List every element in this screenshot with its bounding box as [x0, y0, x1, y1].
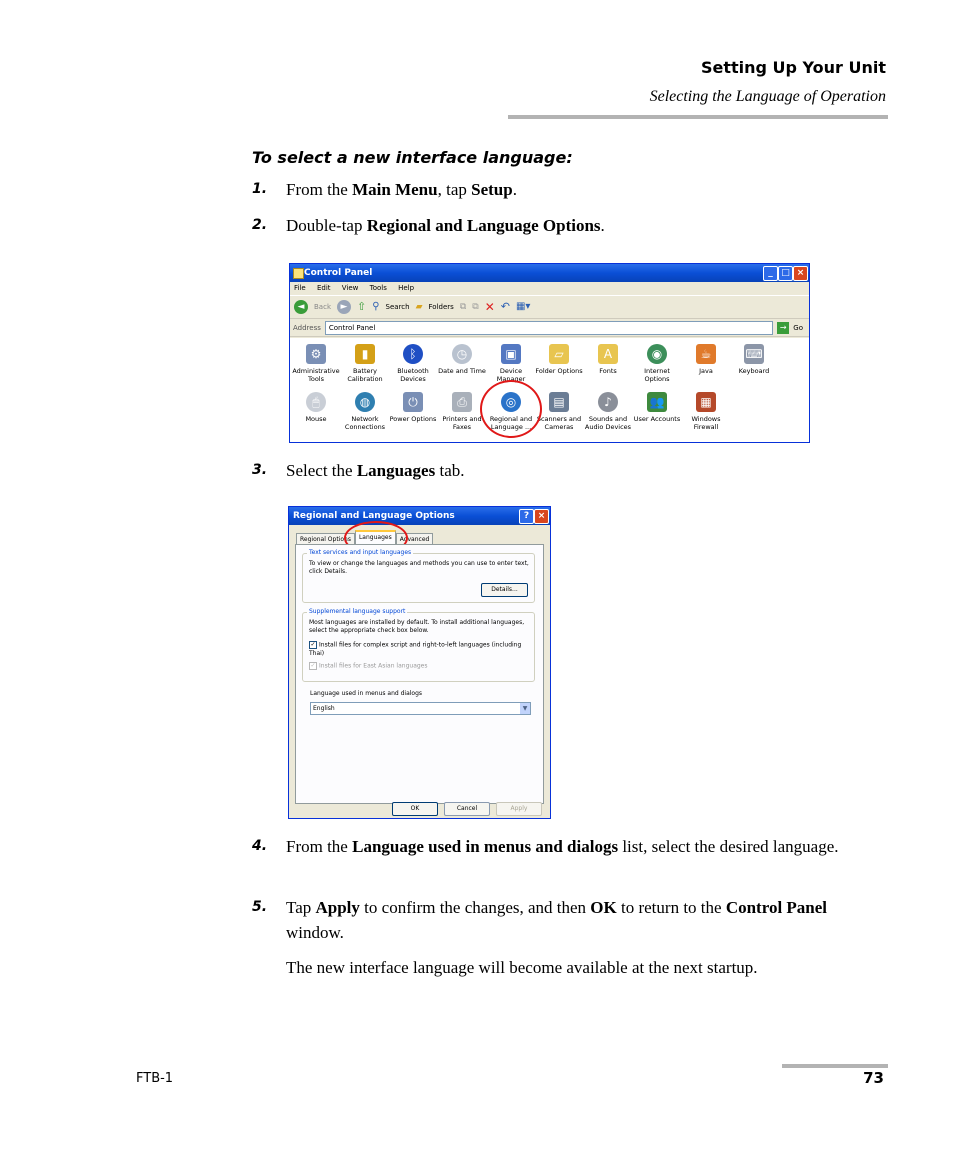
menu-help[interactable]: Help	[398, 284, 415, 292]
move-to-icon[interactable]: ⧉	[459, 302, 467, 312]
control-panel-window	[289, 263, 810, 443]
tab-languages[interactable]: Languages	[355, 530, 396, 545]
supplemental-title: Supplemental language support	[309, 608, 406, 615]
step-4: From the Language used in menus and dialogs list, select the desired language.	[286, 837, 839, 856]
maximize-icon[interactable]: □	[778, 266, 793, 281]
regional-language-dialog	[288, 506, 551, 819]
page-number: 73	[863, 1069, 884, 1087]
folders-icon: ▰	[415, 302, 423, 312]
address-bar	[290, 319, 809, 337]
speaker-icon: ♪	[598, 392, 618, 412]
menus-language-label: Language used in menus and dialogs	[310, 690, 423, 697]
undo-icon[interactable]: ↶	[500, 300, 510, 313]
internet-options-icon: ◉	[647, 344, 667, 364]
delete-icon[interactable]: ✕	[484, 300, 495, 314]
cp-item-keyboard[interactable]: ⌨ Keyboard	[730, 344, 778, 375]
text-services-title: Text services and input languages	[309, 549, 412, 556]
cp-item-date-and-time[interactable]: ◷ Date and Time	[438, 344, 486, 375]
administrative-tools-icon: ⚙	[306, 344, 326, 364]
control-panel-titlebar	[290, 264, 809, 282]
minimize-icon[interactable]: _	[763, 266, 778, 281]
folders-button[interactable]: Folders	[428, 303, 454, 311]
menu-edit[interactable]: Edit	[316, 284, 331, 292]
power-icon: ⏻	[403, 392, 423, 412]
supplemental-description: Most languages are installed by default. To install additional languages, select the appropriate check box below.	[309, 619, 525, 634]
search-icon: ⚲	[372, 301, 380, 312]
header-rule	[508, 115, 888, 119]
cp-item-power-options[interactable]: ⏻ Power Options	[389, 392, 437, 423]
tab-advanced[interactable]: Advanced	[396, 533, 434, 545]
control-panel-items	[290, 338, 809, 442]
network-icon: ◍	[355, 392, 375, 412]
cp-item-battery-calibration[interactable]: ▮ Battery Calibration	[341, 344, 389, 383]
cp-item-device-manager[interactable]: ▣ Device Manager	[487, 344, 535, 383]
dialog-close-icon[interactable]: ×	[534, 509, 549, 524]
step-2: Double-tap Regional and Language Options.	[286, 216, 605, 235]
up-folder-icon[interactable]: ⇧	[357, 300, 367, 313]
cp-item-user-accounts[interactable]: 👥 User Accounts	[633, 392, 681, 423]
control-panel-title: Control Panel	[304, 268, 373, 278]
cp-item-mouse[interactable]: 🖱 Mouse	[292, 392, 340, 423]
firewall-icon: ▦	[696, 392, 716, 412]
complex-script-label: Install files for complex script and right-to-left languages (including Thai)	[309, 641, 522, 657]
cp-item-scanners-and-cameras[interactable]: ▤ Scanners and Cameras	[535, 392, 583, 431]
device-manager-icon: ▣	[501, 344, 521, 364]
views-icon[interactable]: ▦▾	[515, 301, 531, 312]
highlight-circle	[480, 380, 542, 438]
user-accounts-icon: 👥	[647, 392, 667, 412]
copy-to-icon[interactable]: ⧉	[472, 302, 479, 312]
east-asian-checkbox: ✓	[310, 662, 316, 669]
java-icon: ☕	[696, 344, 716, 364]
complex-script-checkbox[interactable]: ✓	[310, 641, 316, 648]
details-button[interactable]: Details...	[481, 583, 528, 597]
go-arrow-icon[interactable]: →	[777, 322, 789, 334]
step-1: From the Main Menu, tap Setup.	[286, 180, 517, 199]
menus-language-select[interactable]	[310, 702, 531, 715]
footer-product: FTB-1	[136, 1071, 174, 1086]
footer-rule	[782, 1064, 888, 1068]
dialog-titlebar	[289, 507, 550, 525]
step-3-number: 3.	[252, 462, 268, 478]
complex-script-checkbox-row[interactable]	[309, 641, 529, 658]
cp-item-network-connections[interactable]: ◍ Network Connections	[341, 392, 389, 431]
step-5-number: 5.	[252, 899, 268, 915]
printer-icon: ⎙	[452, 392, 472, 412]
step-3: Select the Languages tab.	[286, 461, 465, 480]
folder-options-icon: ▱	[549, 344, 569, 364]
menu-view[interactable]: View	[341, 284, 359, 292]
east-asian-checkbox-row	[309, 662, 529, 671]
cp-item-fonts[interactable]: A Fonts	[584, 344, 632, 375]
supplemental-language-group	[302, 608, 535, 682]
menu-tools[interactable]: Tools	[369, 284, 387, 292]
cp-item-windows-firewall[interactable]: ▦ Windows Firewall	[682, 392, 730, 431]
running-header-subtitle: Selecting the Language of Operation	[649, 88, 886, 105]
battery-icon: ▮	[355, 344, 375, 364]
chevron-down-icon[interactable]: ▼	[520, 703, 530, 714]
address-value: Control Panel	[328, 323, 376, 332]
cp-item-administrative-tools[interactable]: ⚙ Administrative Tools	[292, 344, 340, 383]
address-input[interactable]	[325, 321, 773, 335]
cp-item-printers-and-faxes[interactable]: ⎙ Printers and Faxes	[438, 392, 486, 431]
globe-icon: ◎	[501, 392, 521, 412]
cancel-button[interactable]: Cancel	[444, 802, 490, 816]
tab-regional-options[interactable]: Regional Options	[296, 533, 355, 545]
languages-panel	[295, 544, 544, 804]
cp-item-folder-options[interactable]: ▱ Folder Options	[535, 344, 583, 375]
toolbar	[290, 296, 809, 319]
clock-icon: ◷	[452, 344, 472, 364]
search-button[interactable]: Search	[385, 303, 410, 311]
startup-note: The new interface language will become available at the next startup.	[286, 958, 758, 977]
step-1-number: 1.	[252, 181, 268, 197]
fonts-icon: A	[598, 344, 618, 364]
help-icon[interactable]: ?	[519, 509, 534, 524]
go-button[interactable]: Go	[793, 323, 803, 332]
procedure-title: To select a new interface language:	[252, 148, 573, 167]
text-services-description: To view or change the languages and methods you can use to enter text, click Details.	[309, 560, 529, 575]
cp-item-bluetooth-devices[interactable]: ᛒ Bluetooth Devices	[389, 344, 437, 383]
folder-icon	[293, 268, 304, 279]
address-label: Address	[293, 323, 321, 332]
running-header-title: Setting Up Your Unit	[700, 58, 886, 77]
close-icon[interactable]: ×	[793, 266, 808, 281]
back-button[interactable]: Back	[314, 303, 331, 311]
apply-button: Apply	[496, 802, 542, 816]
step-2-number: 2.	[252, 217, 268, 233]
forward-arrow-icon[interactable]: ►	[337, 300, 351, 314]
cp-item-java[interactable]: ☕ Java	[682, 344, 730, 375]
ok-button[interactable]: OK	[392, 802, 438, 816]
menu-file[interactable]: File	[294, 284, 306, 292]
bluetooth-icon: ᛒ	[403, 344, 423, 364]
step-4-number: 4.	[252, 838, 268, 854]
scanner-icon: ▤	[549, 392, 569, 412]
text-services-group	[302, 549, 535, 603]
cp-item-regional-and-language[interactable]: ◎ Regional and Language ...	[487, 392, 535, 431]
east-asian-label: Install files for East Asian languages	[319, 662, 428, 670]
cp-item-internet-options[interactable]: ◉ Internet Options	[633, 344, 681, 383]
keyboard-icon: ⌨	[744, 344, 764, 364]
step-5: Tap Apply to confirm the changes, and then OK to return to the Control Panel window.	[286, 898, 828, 942]
menu-bar	[290, 282, 809, 296]
dialog-title: Regional and Language Options	[293, 511, 455, 521]
cp-item-sounds-and-audio[interactable]: ♪ Sounds and Audio Devices	[584, 392, 632, 431]
mouse-icon: 🖱	[306, 392, 326, 412]
back-arrow-icon[interactable]: ◄	[294, 300, 308, 314]
menus-language-value: English	[313, 705, 335, 712]
